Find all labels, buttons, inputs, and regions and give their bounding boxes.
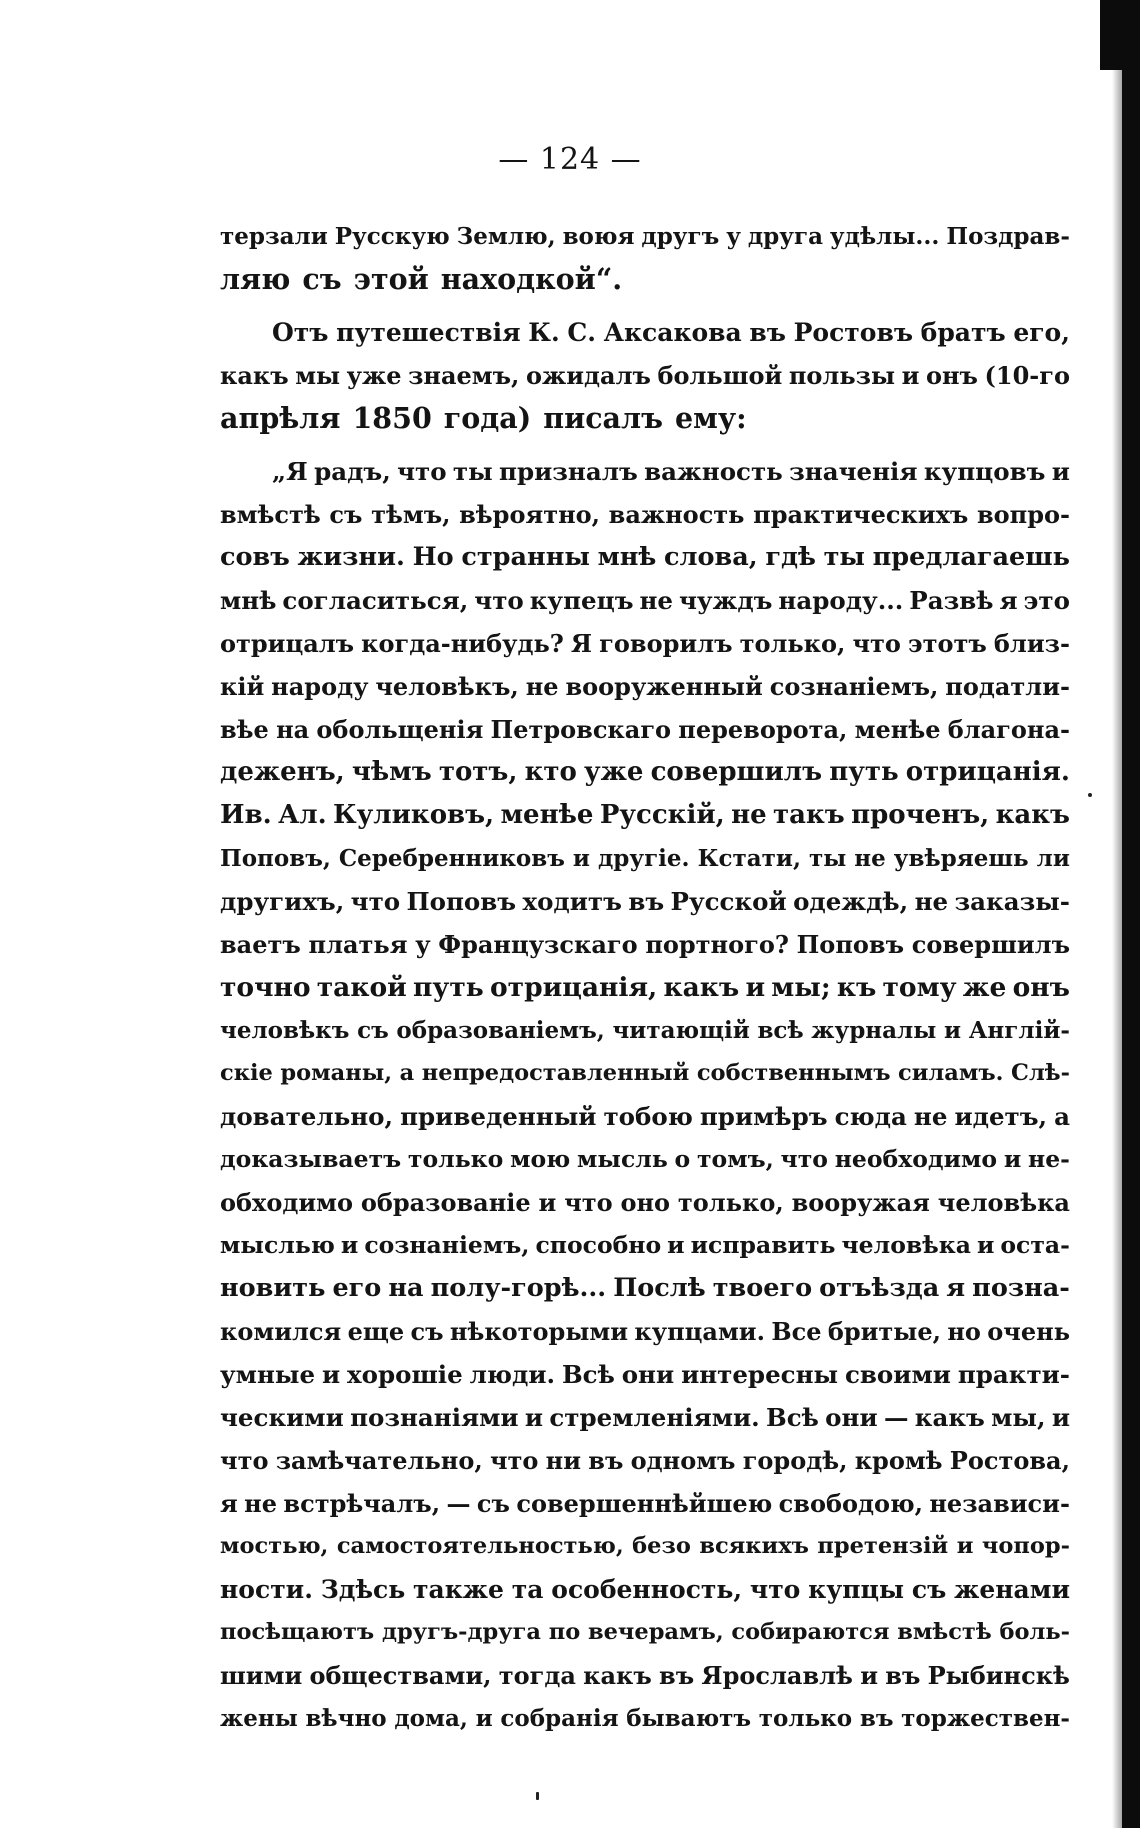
text-line: человѣкъ съ образованіемъ, читающій всѣ журналы и Англій- — [220, 1017, 1070, 1044]
text-line: мыслью и сознаніемъ, способно и исправить человѣка и оста- — [220, 1231, 1070, 1259]
text-line: жены вѣчно дома, и собранія бываютъ только въ торжествен- — [220, 1705, 1070, 1732]
text-line: вмѣстѣ съ тѣмъ, вѣроятно, важность практическихъ вопро- — [220, 500, 1070, 529]
text-line: „Я радъ, что ты призналъ важность значенія купцовъ и — [272, 457, 1070, 486]
body-text — [220, 215, 1070, 1740]
scan-speck — [1088, 793, 1092, 797]
text-line: ности. Здѣсь также та особенность, что купцы съ женами — [220, 1575, 1070, 1604]
text-line: терзали Русскую Землю, воюя другъ у друга удѣлы... Поздрав- — [220, 223, 1070, 250]
scan-speck — [536, 1792, 539, 1800]
paragraph — [220, 450, 1070, 1740]
text-line: обходимо образованіе и что оно только, вооружая человѣка — [220, 1188, 1070, 1217]
text-line: что замѣчательно, что ни въ одномъ городѣ, кромѣ Ростова, — [220, 1446, 1070, 1475]
paragraph — [220, 215, 1070, 301]
text-line: Поповъ, Серебренниковъ и другіе. Кстати, ты не увѣряешь ли — [220, 845, 1070, 872]
text-line: отрицалъ когда-нибудь? Я говорилъ только, что этотъ близ- — [220, 629, 1070, 658]
text-line: Отъ путешествія К. С. Аксакова въ Ростовъ братъ его, — [272, 318, 1070, 347]
text-line: доказываетъ только мою мысль о томъ, что необходимо и не- — [220, 1145, 1070, 1173]
text-line: мнѣ согласиться, что купецъ не чуждъ народу... Развѣ я это — [220, 586, 1070, 615]
text-line: какъ мы уже знаемъ, ожидалъ большой пользы и онъ (10-го — [220, 361, 1070, 390]
text-line: умные и хорошіе люди. Всѣ они интересны своими практи- — [220, 1360, 1070, 1389]
page-number: — 124 — — [498, 142, 642, 177]
text-line: вѣе на обольщенія Петровскаго переворота, менѣе благона- — [220, 715, 1070, 744]
text-line: ческими познаніями и стремленіями. Всѣ они — какъ мы, и — [220, 1403, 1070, 1432]
paragraph — [220, 311, 1070, 440]
text-line: новить его на полу-горѣ... Послѣ твоего отъѣзда я позна- — [220, 1273, 1070, 1303]
text-line: мостью, самостоятельностью, безо всякихъ претензій и чопор- — [220, 1533, 1070, 1559]
scan-edge-top — [1100, 0, 1140, 70]
text-line: деженъ, чѣмъ тотъ, кто уже совершилъ путь отрицанія. — [220, 757, 1070, 787]
text-line: совъ жизни. Но странны мнѣ слова, гдѣ ты предлагаешь — [220, 542, 1070, 572]
text-line: точно такой путь отрицанія, какъ и мы; къ тому же онъ — [220, 972, 1070, 1003]
text-line: апрѣля 1850 года) писалъ ему: — [220, 401, 747, 435]
text-line: шими обществами, тогда какъ въ Ярославлѣ и въ Рыбинскѣ — [220, 1661, 1070, 1690]
scan-edge-shadow — [1112, 0, 1122, 1828]
text-line: посѣщаютъ другъ-друга по вечерамъ, собираются вмѣстѣ боль- — [220, 1619, 1070, 1645]
text-line: ваетъ платья у Французскаго портного? Поповъ совершилъ — [220, 930, 1070, 959]
text-line: я не встрѣчалъ, — съ совершеннѣйшею свободою, независи- — [220, 1489, 1070, 1518]
text-line: ляю съ этой находкой“. — [220, 262, 623, 296]
scan-edge — [1122, 0, 1140, 1828]
text-line: скіе романы, а непредоставленный собственнымъ силамъ. Слѣ- — [220, 1060, 1070, 1086]
text-line: довательно, приведенный тобою примѣръ сюда не идетъ, а — [220, 1102, 1070, 1131]
text-line: другихъ, что Поповъ ходитъ въ Русской одеждѣ, не заказы- — [220, 887, 1070, 916]
text-line: комился еще съ нѣкоторыми купцами. Все бритые, но очень — [220, 1317, 1070, 1346]
text-line: Ив. Ал. Куликовъ, менѣе Русскій, не такъ проченъ, какъ — [220, 800, 1070, 830]
text-line: кій народу человѣкъ, не вооруженный сознаніемъ, податли- — [220, 672, 1070, 701]
